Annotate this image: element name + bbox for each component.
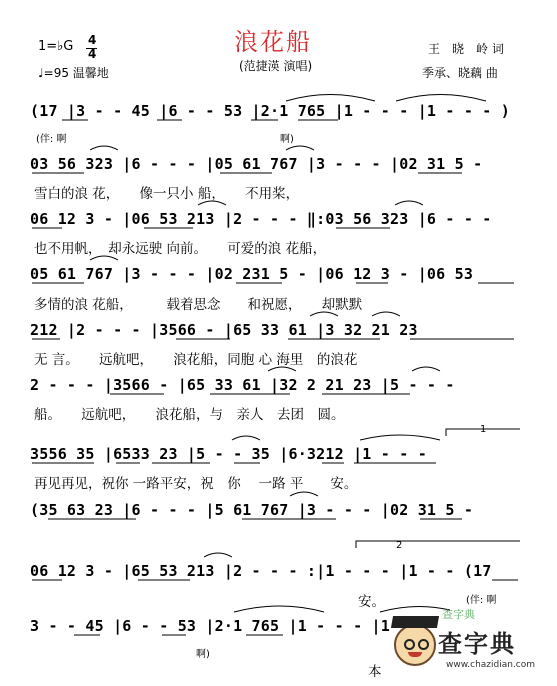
- composer-credit: 季承、晓藕 曲: [422, 66, 498, 80]
- notation-row-4: 05 61 767 |3 - - - |02 231 5 - |06 12 3 - |06 53: [30, 265, 474, 283]
- notation-row-9: 06 12 3 - |65 53 213 |2 - - - :|1 - - - |1 - - (17: [30, 562, 492, 580]
- notation-row-2: 03 56 323 |6 - - - |05 61 767 |3 - - - |02 31 5 -: [30, 155, 483, 173]
- key-signature: 1=♭G: [38, 39, 74, 54]
- notation-row-8: (35 63 23 |6 - - - |5 61 767 |3 - - - |02 31 5 -: [30, 501, 474, 519]
- watermark-url: www.chazidian.com: [446, 660, 536, 670]
- lyric-fragment: 本: [368, 664, 382, 680]
- lyricist-credit: 王 晓 岭 词: [428, 42, 504, 56]
- lyric-row-3: 也不用帆， 却永远驶 向前。 可爱的浪 花船，: [34, 241, 327, 257]
- notation-row-3: 06 12 3 - |06 53 213 |2 - - - ‖:03 56 323 |6 - - -: [30, 210, 492, 228]
- volta-1-number: 1: [480, 424, 487, 435]
- accompaniment-note: (伴: 啊: [466, 595, 497, 606]
- song-title: 浪花船: [234, 28, 312, 56]
- notation-row-7: 3556 35 |6533 23 |5 - - 35 |6·3212 |1 - - -: [30, 445, 427, 463]
- lyric-row-5: 无 言。 远航吧， 浪花船，同胞 心 海里 的浪花: [34, 352, 358, 368]
- notation-row-5: 212 |2 - - - |3566 - |65 33 61 |3 32 21 23: [30, 321, 418, 339]
- time-signature-bottom: 4: [88, 47, 97, 61]
- lyric-row-7: 再见再见，祝你 一路平安，祝 你 一路 平 安。: [34, 476, 358, 492]
- volta-2-number: 2: [396, 540, 403, 551]
- lyric-row-4: 多情的浪 花船， 载着思念 和祝愿， 却默默: [34, 297, 363, 313]
- notation-row-1: (17 |3 - - 45 |6 - - 53 |2·1 765 |1 - - - |1 - - - ): [30, 102, 510, 120]
- tempo-marking: ♩=95 温馨地: [38, 66, 109, 80]
- watermark: [386, 604, 554, 682]
- lyric-row-6: 船。 远航吧， 浪花船，与 亲人 去团 圆。: [34, 407, 345, 423]
- singer-credit: (范捷渶 演唱): [239, 59, 313, 73]
- watermark-site-hint: 查字典: [442, 608, 475, 621]
- watermark-mascot-icon: [394, 624, 436, 666]
- watermark-brand: 查字典: [438, 630, 516, 658]
- lyric-row-9: 安。: [358, 594, 385, 610]
- accompaniment-note: (伴: 啊: [36, 134, 67, 145]
- lyric-row-2: 雪白的浪 花， 像一只小 船， 不用桨，: [34, 186, 300, 202]
- time-signature-top: 4: [88, 33, 97, 47]
- accompaniment-note: 啊): [280, 134, 294, 145]
- notation-row-10: 3 - - 45 |6 - - 53 |2·1 765 |1 - - - |1: [30, 617, 390, 635]
- accompaniment-note: 啊): [196, 649, 210, 660]
- notation-row-6: 2 - - - |3566 - |65 33 61 |32 2 21 23 |5 - - -: [30, 376, 455, 394]
